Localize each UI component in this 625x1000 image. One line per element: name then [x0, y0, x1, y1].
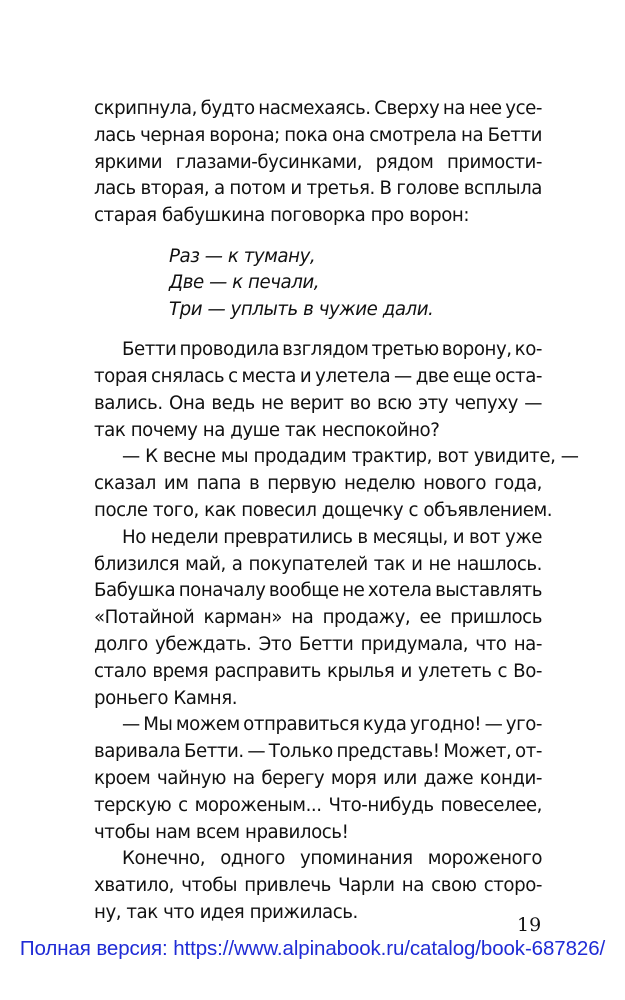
text-line: лась вторая, а потом и третья. В голове всплыла [94, 178, 542, 200]
text-line: — Мы можем отправиться куда угодно! — уго- [122, 714, 542, 736]
paragraph [94, 444, 579, 524]
verse-line: Раз — к туману, [169, 245, 316, 267]
paragraph [94, 846, 542, 926]
text-line: ну, так что идея прижилась. [94, 901, 358, 923]
text-line: роньего Камня. [94, 687, 238, 709]
text-line: варивала Бетти. — Только представь! Может, от- [94, 741, 542, 763]
text-line: терскую с мороженым... Что-нибудь повеселее, [94, 794, 542, 816]
page-body [94, 96, 579, 927]
page-number: 19 [517, 914, 542, 936]
text-line: торая снялась с места и улетела — две еще оста- [94, 366, 543, 387]
text-line: стало время расправить крылья и улететь с Во- [94, 660, 542, 682]
paragraph [94, 712, 542, 846]
verse-line: Три — уплыть в чужие дали. [169, 298, 434, 320]
full-version-link[interactable]: Полная версия: https://www.alpinabook.ru/catalog/book-687826/ [19, 937, 606, 960]
text-line: «Потайной карман» на продажу, ее пришлось [94, 607, 542, 629]
paragraph [94, 525, 542, 713]
text-line: чтобы нам всем нравилось! [94, 821, 349, 843]
text-line: Но недели превратились в месяцы, и вот уже [122, 526, 542, 548]
text-line: — К весне мы продадим трактир, вот увидите, — [122, 446, 579, 468]
text-line: скрипнула, будто насмехаясь. Сверху на нее усе- [94, 98, 542, 119]
text-line: кроем чайную на берегу моря или даже конди- [94, 767, 542, 789]
text-line: хватило, чтобы привлечь Чарли на свою сторо- [94, 875, 542, 897]
text-line: лась черная ворона; пока она смотрела на Бетти [94, 124, 542, 146]
text-line: вались. Она ведь не верит во всю эту чепуху — [94, 392, 542, 414]
verse-line: Две — к печали, [169, 272, 320, 294]
text-line: старая бабушкина поговорка про ворон: [94, 205, 469, 227]
text-line: сказал им папа в первую неделю нового года, [94, 473, 542, 495]
text-line: близился май, а покупателей так и не нашлось. [94, 553, 542, 575]
text-line: Бабушка поначалу вообще не хотела выставлять [94, 580, 542, 602]
text-line: Бетти проводила взглядом третью ворону, ко- [122, 339, 542, 361]
text-line: так почему на душе так неспокойно? [94, 419, 440, 441]
text-line: долго убеждать. Это Бетти придумала, что на- [94, 633, 542, 655]
text-line: после того, как повесил дощечку с объявлением. [94, 499, 553, 521]
verse-block [94, 244, 542, 323]
paragraph [94, 337, 542, 444]
text-line: Конечно, одного упоминания мороженого [122, 848, 542, 870]
paragraph [94, 96, 542, 230]
text-line: яркими глазами-бусинками, рядом примости- [94, 151, 542, 173]
